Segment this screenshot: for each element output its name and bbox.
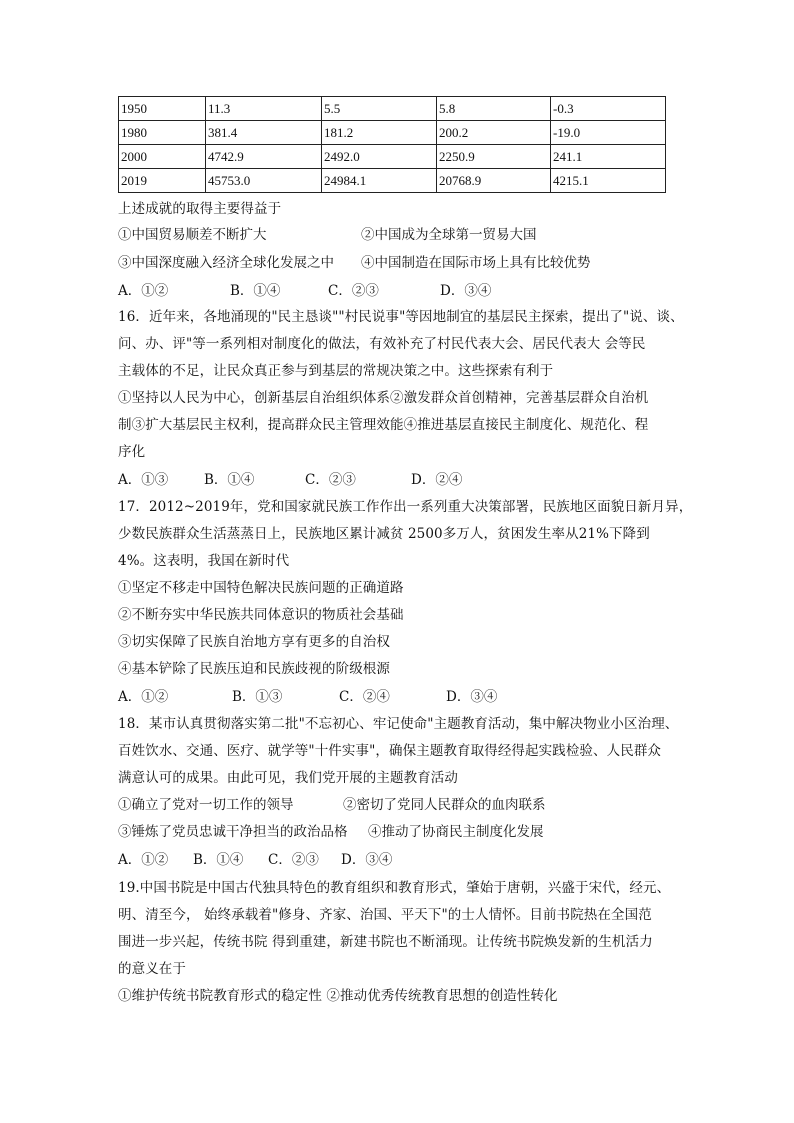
answer-choice: A．①③ <box>118 472 169 488</box>
answer-choice: A．①② <box>118 852 169 868</box>
table-row <box>119 121 666 145</box>
question-text: 围进一步兴起，传统书院 得到重建，新建书院也不断涌现。让传统书院焕发新的生机活力 <box>118 934 653 950</box>
table-cell: 1980 <box>119 121 206 145</box>
table-cell: 4742.9 <box>206 145 322 169</box>
answer-choice: C．②③ <box>268 852 319 868</box>
option-statement: ④推动了协商民主制度化发展 <box>368 824 544 840</box>
question-text: 百姓饮水、交通、医疗、就学等"十件实事"，确保主题教育取得经得起实践检验、人民群众 <box>118 743 662 759</box>
table-row <box>119 97 666 121</box>
answer-choice: C．②④ <box>339 689 390 705</box>
table-cell: 381.4 <box>206 121 322 145</box>
table-cell: -19.0 <box>551 121 666 145</box>
option-statement: ②密切了党同人民群众的血肉联系 <box>343 797 546 813</box>
answer-choice: B．①④ <box>230 283 281 299</box>
table-cell: 5.8 <box>437 97 551 121</box>
answer-choice: D．③④ <box>440 283 492 299</box>
answer-choice: A．①② <box>118 689 169 705</box>
table-cell: 45753.0 <box>206 169 322 193</box>
table-row <box>119 169 666 193</box>
answer-choice: D．②④ <box>411 472 463 488</box>
table-cell: 2492.0 <box>322 145 437 169</box>
table-row <box>119 145 666 169</box>
question-text: 的意义在于 <box>118 961 186 977</box>
table-cell: 11.3 <box>206 97 322 121</box>
table-cell: 2250.9 <box>437 145 551 169</box>
option-statement: ④中国制造在国际市场上具有比较优势 <box>361 255 591 271</box>
option-statement: ①维护传统书院教育形式的稳定性 ②推动优秀传统教育思想的创造性转化 <box>118 988 558 1004</box>
trade-data-table <box>118 96 666 193</box>
table-cell: 200.2 <box>437 121 551 145</box>
option-statement: ①确立了党对一切工作的领导 <box>118 797 294 813</box>
table-cell: 20768.9 <box>437 169 551 193</box>
option-statement: ③切实保障了民族自治地方享有更多的自治权 <box>118 634 390 650</box>
table-cell: 24984.1 <box>322 169 437 193</box>
question-text: 19.中国书院是中国古代独具特色的教育组织和教育形式，肇始于唐朝，兴盛于宋代，经元、 <box>118 880 671 896</box>
option-statement: ②中国成为全球第一贸易大国 <box>361 227 537 243</box>
answer-choice: D．③④ <box>446 689 498 705</box>
table-cell: 5.5 <box>322 97 437 121</box>
question-text: 问、办、评"等一系列相对制度化的做法，有效补充了村民代表大会、居民代表大 会等民 <box>118 336 646 352</box>
question-text: 17．2012~2019年，党和国家就民族工作作出一系列重大决策部署，民族地区面貌日新月异， <box>118 499 693 515</box>
answer-choice: C．②③ <box>328 283 379 299</box>
answer-choice: A．①② <box>118 283 169 299</box>
table-cell: 2000 <box>119 145 206 169</box>
option-statement: ②不断夯实中华民族共同体意识的物质社会基础 <box>118 607 404 623</box>
table-cell: 241.1 <box>551 145 666 169</box>
answer-choice: B．①④ <box>204 472 255 488</box>
question-text: ①坚持以人民为中心，创新基层自治组织体系②激发群众首创精神，完善基层群众自治机 <box>118 390 649 406</box>
question-text: 4%。这表明，我国在新时代 <box>118 553 290 569</box>
question-text: 18．某市认真贯彻落实第二批"不忘初心、牢记使命"主题教育活动，集中解决物业小区治理、 <box>118 716 679 732</box>
question-text: 16．近年来，各地涌现的"民主恳谈""村民说事"等因地制宜的基层民主探索，提出了"说、谈、 <box>118 309 684 325</box>
option-statement: ④基本铲除了民族压迫和民族歧视的阶级根源 <box>118 661 390 677</box>
option-statement: ①坚定不移走中国特色解决民族问题的正确道路 <box>118 580 404 596</box>
answer-choice: B．①③ <box>232 689 283 705</box>
question-text: 少数民族群众生活蒸蒸日上，民族地区累计减贫 2500多万人，贫困发生率从21%下降到 <box>118 526 650 542</box>
table-cell: -0.3 <box>551 97 666 121</box>
question-text: 序化 <box>118 444 146 460</box>
answer-choice: D．③④ <box>341 852 393 868</box>
question-text: 满意认可的成果。由此可见，我们党开展的主题教育活动 <box>118 770 458 786</box>
table-cell: 4215.1 <box>551 169 666 193</box>
question-text: 主载体的不足，让民众真正参与到基层的常规决策之中。这些探索有利于 <box>118 363 554 379</box>
table-cell: 2019 <box>119 169 206 193</box>
question-text: 制③扩大基层民主权利，提高群众民主管理效能④推进基层直接民主制度化、规范化、程 <box>118 417 649 433</box>
option-statement: ③中国深度融入经济全球化发展之中 <box>118 255 334 271</box>
answer-choice: B．①④ <box>193 852 244 868</box>
table-cell: 181.2 <box>322 121 437 145</box>
table-cell: 1950 <box>119 97 206 121</box>
option-statement: ③锤炼了党员忠诚干净担当的政治品格 <box>118 824 348 840</box>
question-stem: 上述成就的取得主要得益于 <box>118 201 282 217</box>
answer-choice: C．②③ <box>305 472 356 488</box>
option-statement: ①中国贸易顺差不断扩大 <box>118 227 267 243</box>
question-text: 明、清至今， 始终承载着"修身、齐家、治国、平天下"的士人情怀。目前书院热在全国范 <box>118 907 652 923</box>
